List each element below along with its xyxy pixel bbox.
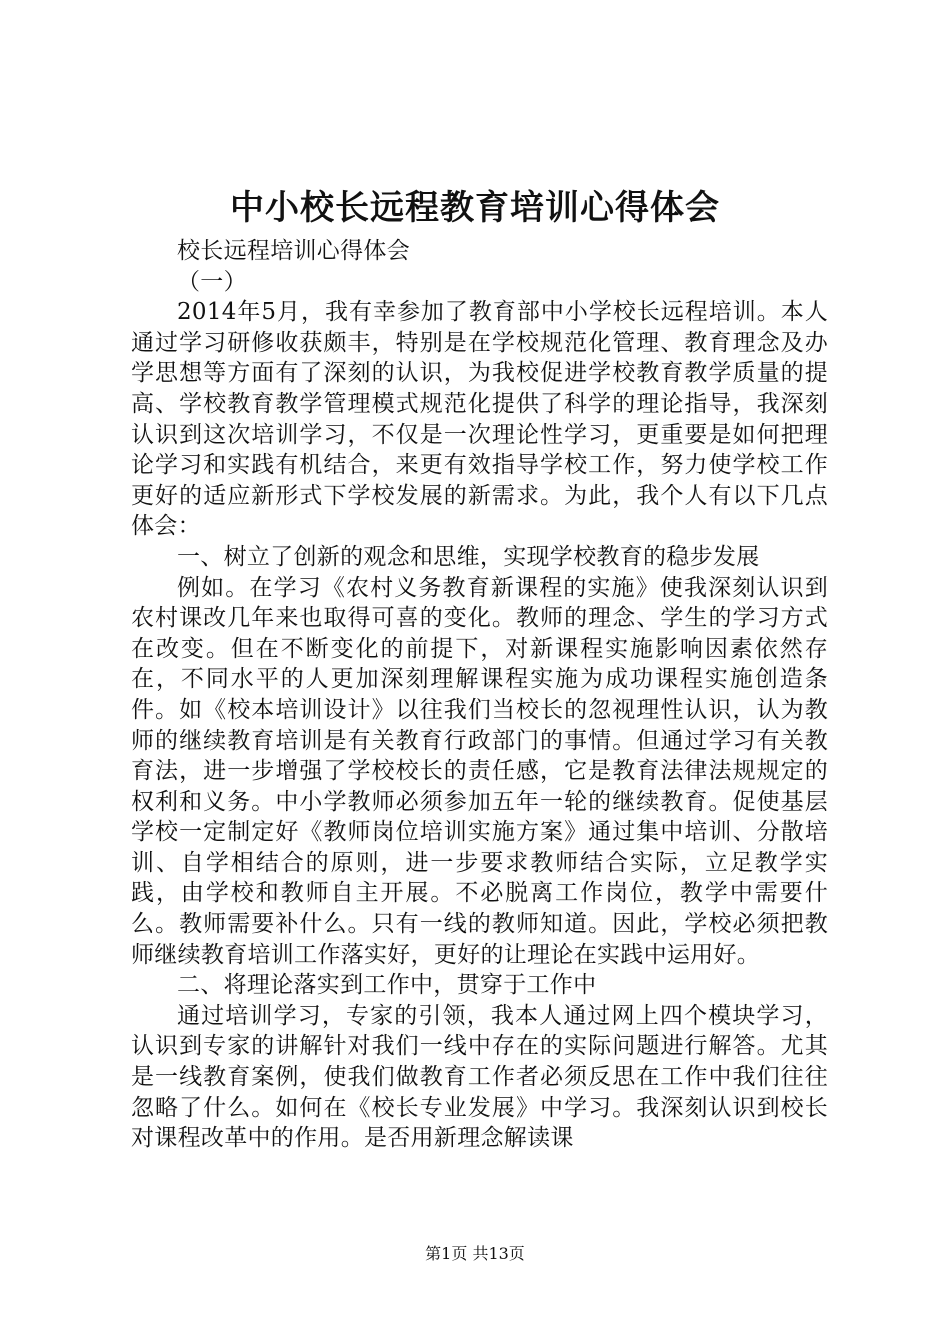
section-heading: 一、树立了创新的观念和思维，实现学校教育的稳步发展: [177, 543, 760, 570]
body-paragraph: 2014年5月，我有幸参加了教育部中小学校长远程培训。本人通过学习研修收获颇丰，特别是在学校规范化管理、教育理念及办学思想等方面有了深刻的认识，为我校促进学校教育教学质量的提高、学校教育教学管理模式规范化提供了科学的理论指导，我深刻认识到这次培训学习，不仅是一次理论性学习，更重要是如何把理论学习和实践有机结合，来更有效指导学校工作，努力使学校工作更好的适应新形式下学校发展的新需求。为此，我个人有以下几点体会：: [131, 299, 828, 540]
body-paragraph: 例如。在学习《农村义务教育新课程的实施》使我深刻认识到农村课改几年来也取得可喜的变化。教师的理念、学生的学习方式在改变。但在不断变化的前提下，对新课程实施影响因素依然存在，不同水平的人更加深刻理解课程实施为成功课程实施创造条件。如《校本培训设计》以往我们当校长的忽视理性认识，认为教师的继续教育培训是有关教育行政部门的事情。但通过学习有关教育法，进一步增强了学校校长的责任感，它是教育法律法规规定的权利和义务。中小学教师必须参加五年一轮的继续教育。促使基层学校一定制定好《教师岗位培训实施方案》通过集中培训、分散培训、自学相结合的原则，进一步要求教师结合实际，立足教学实践，由学校和教师自主开展。不必脱离工作岗位，教学中需要什么。教师需要补什么。只有一线的教师知道。因此，学校必须把教师继续教育培训工作落实好，更好的让理论在实践中运用好。: [131, 574, 828, 968]
page-number-footer: 第1页 共13页: [425, 1244, 525, 1263]
section-number-paragraph: （一）: [177, 268, 247, 295]
document-title: 中小校长远程教育培训心得体会: [230, 188, 720, 228]
document-body: [131, 236, 828, 1154]
body-paragraph: 通过培训学习，专家的引领，我本人通过网上四个模块学习，认识到专家的讲解针对我们一线中存在的实际问题进行解答。尤其是一线教育案例，使我们做教育工作者必须反思在工作中我们往往忽略了什么。如何在《校长专业发展》中学习。我深刻认识到校长对课程改革中的作用。是否用新理念解读课: [131, 1002, 828, 1152]
subtitle-paragraph: 校长远程培训心得体会: [177, 238, 410, 264]
section-heading: 二、将理论落实到工作中，贯穿于工作中: [177, 972, 597, 999]
